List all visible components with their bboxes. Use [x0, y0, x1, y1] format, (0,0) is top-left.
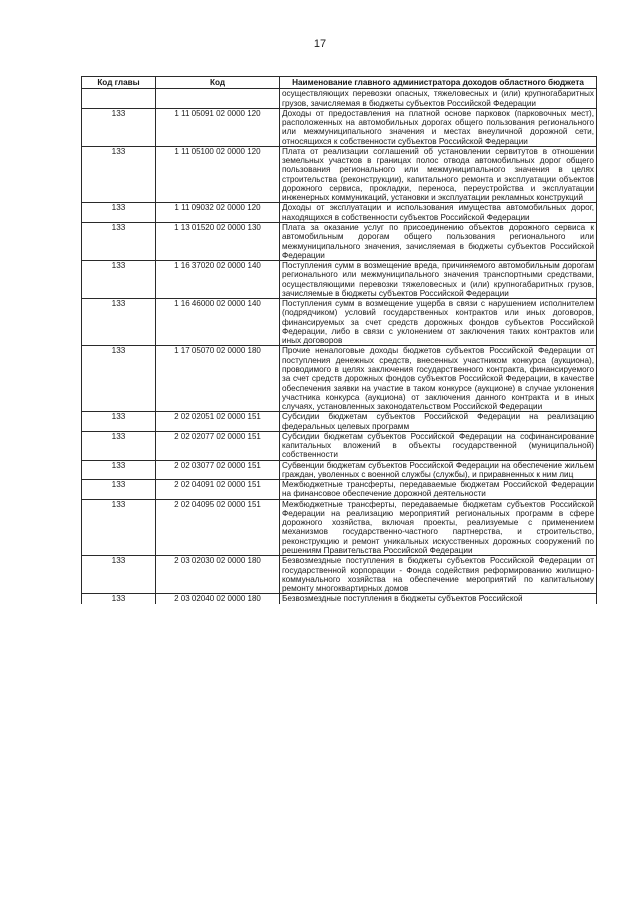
- budget-code-cell: 1 11 05091 02 0000 120: [156, 108, 280, 146]
- revenue-name-cell: осуществляющих перевозки опасных, тяжеловесных и (или) крупногабаритных грузов, зачисляемая в бюджеты субъектов Российской Федерации: [280, 89, 597, 109]
- table-row: [82, 108, 597, 146]
- revenue-administrators-table: [81, 76, 597, 604]
- revenue-name-cell: Доходы от эксплуатации и использования имущества автомобильных дорог, находящихся в собственности субъектов Российской Федерации: [280, 203, 597, 223]
- chapter-code-cell: 133: [82, 480, 156, 500]
- table-row: [82, 89, 597, 109]
- table-row: [82, 480, 597, 500]
- budget-code-cell: 1 17 05070 02 0000 180: [156, 346, 280, 412]
- table-header-row: [82, 77, 597, 89]
- chapter-code-cell: 133: [82, 299, 156, 346]
- revenue-name-cell: Межбюджетные трансферты, передаваемые бюджетам Российской Федерации на финансовое обеспечение дорожной деятельности: [280, 480, 597, 500]
- budget-code-cell: 2 03 02040 02 0000 180: [156, 594, 280, 604]
- table-row: [82, 222, 597, 260]
- table-row: [82, 203, 597, 223]
- budget-code-cell: 2 03 02030 02 0000 180: [156, 556, 280, 594]
- header-chapter-code: Код главы: [82, 77, 156, 89]
- chapter-code-cell: 133: [82, 499, 156, 556]
- revenue-name-cell: Доходы от предоставления на платной основе парковок (парковочных мест), расположенных на автомобильных дорогах общего пользования регионального или межмуниципального значения и местах внеуличной дорожной сети, относящихся к собственности субъектов Российской Федерации: [280, 108, 597, 146]
- budget-code-cell: 1 16 46000 02 0000 140: [156, 299, 280, 346]
- revenue-name-cell: Поступления сумм в возмещение вреда, причиняемого автомобильным дорогам регионального или межмуниципального значения транспортными средствами, осуществляющими перевозки тяжеловесных и (или) крупногабаритных грузов, зачисляемые в бюджеты субъектов Российской Федерации: [280, 261, 597, 299]
- page-number: 17: [313, 38, 327, 50]
- budget-code-cell: 1 11 05100 02 0000 120: [156, 146, 280, 203]
- chapter-code-cell: 133: [82, 261, 156, 299]
- chapter-code-cell: 133: [82, 594, 156, 604]
- chapter-code-cell: 133: [82, 412, 156, 432]
- chapter-code-cell: 133: [82, 203, 156, 223]
- table-row: [82, 146, 597, 203]
- table-row: [82, 299, 597, 346]
- chapter-code-cell: [82, 89, 156, 109]
- budget-code-cell: 1 16 37020 02 0000 140: [156, 261, 280, 299]
- table-row: [82, 460, 597, 480]
- budget-code-cell: 2 02 02051 02 0000 151: [156, 412, 280, 432]
- revenue-name-cell: Плата за оказание услуг по присоединению объектов дорожного сервиса к автомобильным дорогам общего пользования регионального или межмуниципального значения, зачисляемая в бюджеты субъектов Российской Федерации: [280, 222, 597, 260]
- budget-code-cell: 2 02 02077 02 0000 151: [156, 431, 280, 460]
- table-row: [82, 556, 597, 594]
- chapter-code-cell: 133: [82, 460, 156, 480]
- revenue-name-cell: Плата от реализации соглашений об установлении сервитутов в отношении земельных участков в границах полос отвода автомобильных дорог общего пользования регионального или межмуниципального значения в целях строительства (реконструкции), капитального ремонта и эксплуатации объектов дорожного сервиса, прокладки, переноса, переустройства и эксплуатации инженерных коммуникаций, установки и эксплуатации рекламных конструкций: [280, 146, 597, 203]
- header-name: Наименование главного администратора доходов областного бюджета: [280, 77, 597, 89]
- revenue-name-cell: Безвозмездные поступления в бюджеты субъектов Российской Федерации от государственной корпорации - Фонда содействия реформированию жилищно-коммунального хозяйства на обеспечение мероприятий по капитальному ремонту многоквартирных домов: [280, 556, 597, 594]
- chapter-code-cell: 133: [82, 108, 156, 146]
- budget-code-cell: 2 02 04091 02 0000 151: [156, 480, 280, 500]
- header-code: Код: [156, 77, 280, 89]
- revenue-name-cell: Субсидии бюджетам субъектов Российской Федерации на реализацию федеральных целевых программ: [280, 412, 597, 432]
- chapter-code-cell: 133: [82, 556, 156, 594]
- table-row: [82, 261, 597, 299]
- table-row: [82, 431, 597, 460]
- revenue-name-cell: Субсидии бюджетам субъектов Российской Федерации на софинансирование капитальных вложений в объекты государственной (муниципальной) собственности: [280, 431, 597, 460]
- budget-code-cell: 1 13 01520 02 0000 130: [156, 222, 280, 260]
- revenue-name-cell: Межбюджетные трансферты, передаваемые бюджетам субъектов Российской Федерации на реализацию мероприятий региональных программ в сфере дорожного хозяйства, включая проекты, реализуемые с применением механизмов государственно-частного партнерства, и строительство, реконструкцию и ремонт уникальных искусственных дорожных сооружений по решениям Правительства Российской Федерации: [280, 499, 597, 556]
- revenue-name-cell: Субвенции бюджетам субъектов Российской Федерации на обеспечение жильем граждан, уволенных с военной службы (службы), и приравненных к ним лиц: [280, 460, 597, 480]
- chapter-code-cell: 133: [82, 222, 156, 260]
- revenue-name-cell: Безвозмездные поступления в бюджеты субъектов Российской: [280, 594, 597, 604]
- table-row: [82, 346, 597, 412]
- chapter-code-cell: 133: [82, 146, 156, 203]
- budget-code-cell: [156, 89, 280, 109]
- chapter-code-cell: 133: [82, 431, 156, 460]
- table-row: [82, 594, 597, 604]
- revenue-name-cell: Прочие неналоговые доходы бюджетов субъектов Российской Федерации от поступления денежных средств, внесенных участником конкурса (аукциона), проводимого в целях заключения государственного контракта, финансируемого за счет средств дорожных фондов субъектов Российской Федерации, в качестве обеспечения заявки на участие в таком конкурсе (аукционе) в случае уклонения участника конкурса (аукциона) от заключения данного контракта и в иных случаях, установленных законодательством Российской Федерации: [280, 346, 597, 412]
- budget-code-cell: 2 02 04095 02 0000 151: [156, 499, 280, 556]
- table-row: [82, 412, 597, 432]
- table-row: [82, 499, 597, 556]
- chapter-code-cell: 133: [82, 346, 156, 412]
- revenue-name-cell: Поступления сумм в возмещение ущерба в связи с нарушением исполнителем (подрядчиком) условий государственных контрактов или иных договоров, финансируемых за счет средств дорожных фондов субъектов Российской Федерации, либо в связи с уклонением от заключения таких контрактов или иных договоров: [280, 299, 597, 346]
- budget-code-cell: 2 02 03077 02 0000 151: [156, 460, 280, 480]
- budget-code-cell: 1 11 09032 02 0000 120: [156, 203, 280, 223]
